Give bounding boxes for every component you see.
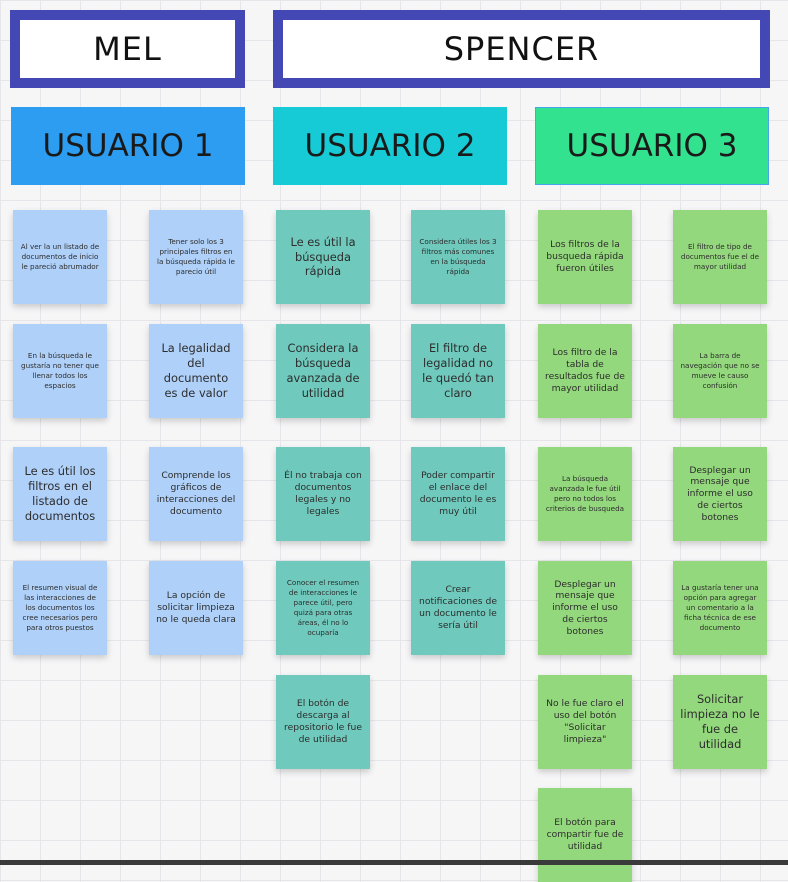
sticky-note[interactable]: El filtro de tipo de documentos fue el de mayor utilidad [673,210,767,304]
user-2-header: USUARIO 2 [273,107,507,185]
sticky-note[interactable]: El filtro de legalidad no le quedó tan claro [411,324,505,418]
sticky-note[interactable]: La opción de solicitar limpieza no le queda clara [149,561,243,655]
sticky-note[interactable]: El botón para compartir fue de utilidad [538,788,632,882]
sticky-note[interactable]: Él no trabaja con documentos legales y no legales [276,447,370,541]
sticky-note[interactable]: No le fue claro el uso del botón "Solicitar limpieza" [538,675,632,769]
sticky-note[interactable]: Al ver la un listado de documentos de inicio le pareció abrumador [13,210,107,304]
sticky-note[interactable]: En la búsqueda le gustaría no tener que llenar todos los espacios [13,324,107,418]
sticky-note[interactable]: Poder compartir el enlace del documento le es muy útil [411,447,505,541]
sticky-note[interactable]: Solicitar limpieza no le fue de utilidad [673,675,767,769]
sticky-note[interactable]: Conocer el resumen de interacciones le parece útil, pero quizá para otras áreas, él no lo ocuparía [276,561,370,655]
sticky-note[interactable]: Considera la búsqueda avanzada de utilidad [276,324,370,418]
bottom-edge-bar [0,860,788,865]
sticky-note[interactable]: Le es útil los filtros en el listado de documentos [13,447,107,541]
sticky-note[interactable]: La búsqueda avanzada le fue útil pero no todos los criterios de busqueda [538,447,632,541]
header-mel: MEL [10,10,245,88]
sticky-note[interactable]: Comprende los gráficos de interacciones del documento [149,447,243,541]
sticky-note[interactable]: La gustaría tener una opción para agregar un comentario a la ficha técnica de ese documento [673,561,767,655]
sticky-note[interactable]: La barra de navegación que no se mueve le causo confusión [673,324,767,418]
sticky-note[interactable]: Los filtros de la busqueda rápida fueron útiles [538,210,632,304]
sticky-note[interactable]: Desplegar un mensaje que informe el uso de ciertos botones [673,447,767,541]
sticky-note[interactable]: Le es útil la búsqueda rápida [276,210,370,304]
user-3-header: USUARIO 3 [535,107,769,185]
sticky-note[interactable]: Desplegar un mensaje que informe el uso de ciertos botones [538,561,632,655]
user-1-header: USUARIO 1 [11,107,245,185]
header-spencer: SPENCER [273,10,770,88]
sticky-note[interactable]: Crear notificaciones de un documento le sería útil [411,561,505,655]
sticky-note[interactable]: Tener solo los 3 principales filtros en la búsqueda rápida le parecio útil [149,210,243,304]
sticky-note[interactable]: La legalidad del documento es de valor [149,324,243,418]
sticky-note[interactable]: El botón de descarga al repositorio le fue de utilidad [276,675,370,769]
sticky-note[interactable]: El resumen visual de las interacciones de los documentos los cree necesarios pero para otros puestos [13,561,107,655]
sticky-note[interactable]: Considera útiles los 3 filtros más comunes en la búsqueda rápida [411,210,505,304]
sticky-note[interactable]: Los filtro de la tabla de resultados fue de mayor utilidad [538,324,632,418]
